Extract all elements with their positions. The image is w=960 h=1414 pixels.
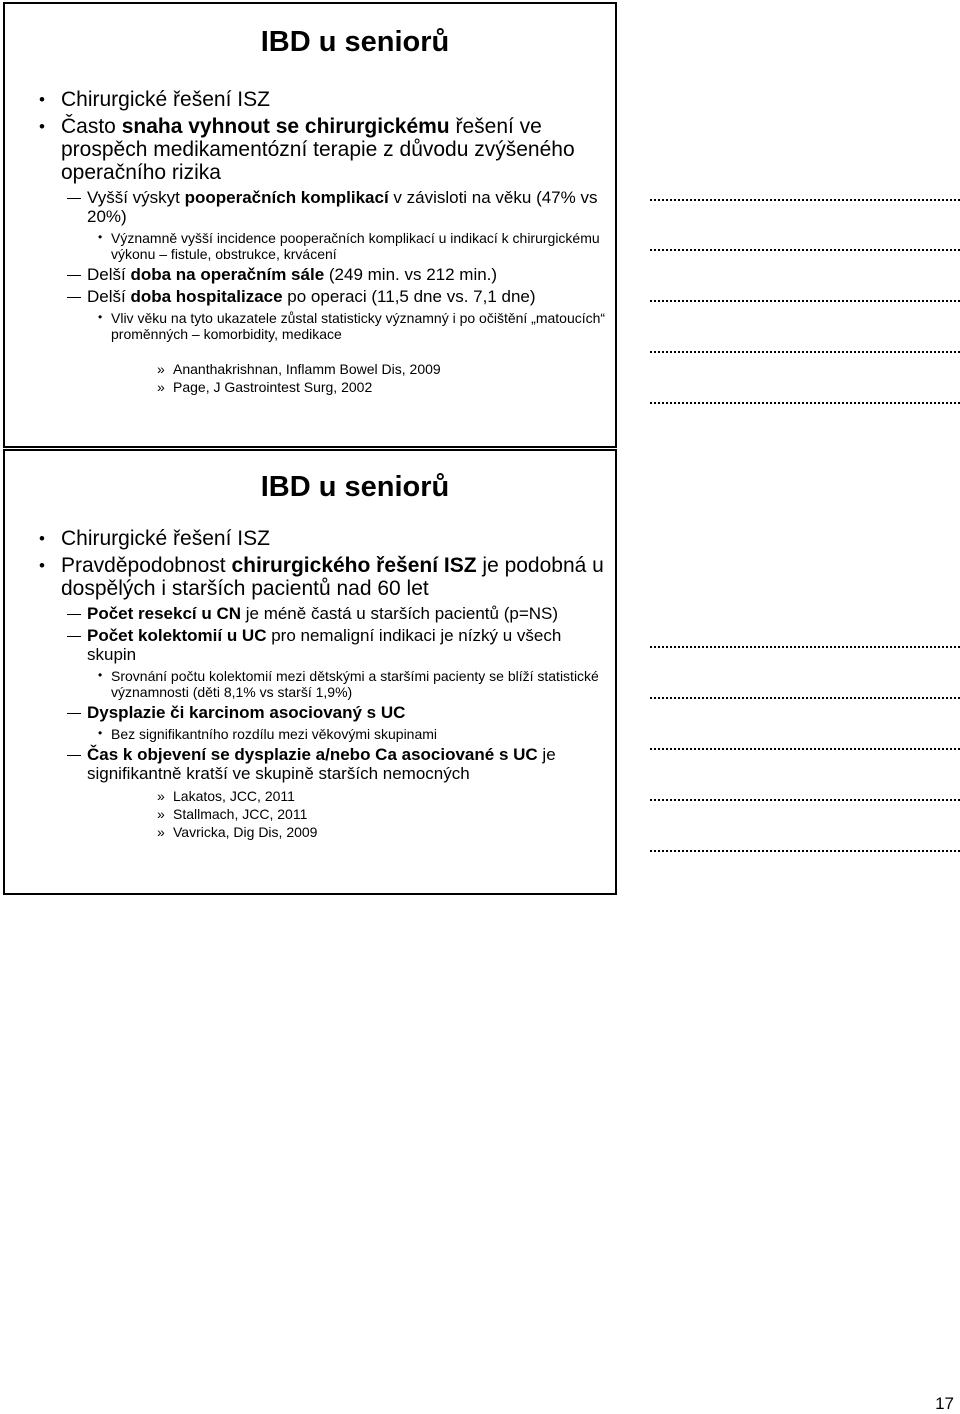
note-line: [650, 249, 960, 251]
note-line: [650, 199, 960, 201]
note-line: [650, 697, 960, 699]
bullet-item: • Pravděpodobnost chirurgického řešení ISZ je podobná u dospělých i starších pacientů nad 60 let: [33, 554, 613, 600]
bullet-item: • Chirurgické řešení ISZ: [33, 88, 613, 111]
slide-content: [33, 88, 613, 396]
references: [33, 787, 613, 841]
detail-item: • Vliv věku na tyto ukazatele zůstal statisticky významný i po očištění „matoucích“ proměnných – komorbidity, medikace: [33, 310, 613, 342]
slide-1: [3, 2, 617, 448]
note-line: [650, 748, 960, 750]
sub-bullet-item: Počet resekcí u CN je méně častá u starších pacientů (p=NS): [33, 604, 613, 623]
slide-2: [3, 449, 617, 895]
note-line: [650, 351, 960, 353]
sub-bullet-item: Počet kolektomií u UC pro nemaligní indikaci je nízký u všech skupin: [33, 626, 613, 664]
reference-item: » Stallmach, JCC, 2011: [33, 805, 613, 823]
sub-bullet-item: Dysplazie či karcinom asociovaný s UC: [33, 703, 613, 722]
note-line: [650, 646, 960, 648]
sub-bullet-item: Delší doba hospitalizace po operaci (11,5 dne vs. 7,1 dne): [33, 287, 613, 306]
references: [33, 360, 613, 396]
reference-item: » Ananthakrishnan, Inflamm Bowel Dis, 2009: [33, 360, 613, 378]
reference-item: » Page, J Gastrointest Surg, 2002: [33, 378, 613, 396]
detail-item: • Bez signifikantního rozdílu mezi věkovými skupinami: [33, 726, 613, 742]
slide-title: IBD u seniorů: [260, 26, 450, 58]
detail-item: • Významně vyšší incidence pooperačních komplikací u indikací k chirurgickému výkonu – fistule, obstrukce, krvácení: [33, 230, 613, 262]
sub-bullet-item: Čas k objevení se dysplazie a/nebo Ca asociované s UC je signifikantně kratší ve skupině starších nemocných: [33, 745, 613, 783]
note-line: [650, 402, 960, 404]
note-line: [650, 799, 960, 801]
detail-item: • Srovnání počtu kolektomií mezi dětskými a staršími pacienty se blíží statistické významnosti (děti 8,1% vs starší 1,9%): [33, 668, 613, 700]
bullet-item: • Často snaha vyhnout se chirurgickému řešení ve prospěch medikamentózní terapie z důvodu zvýšeného operačního rizika: [33, 115, 613, 184]
page-number: 17: [935, 1394, 954, 1413]
sub-bullet-item: Delší doba na operačním sále (249 min. vs 212 min.): [33, 265, 613, 284]
slide-content: [33, 527, 613, 841]
reference-item: » Vavricka, Dig Dis, 2009: [33, 823, 613, 841]
bullet-item: • Chirurgické řešení ISZ: [33, 527, 613, 550]
sub-bullet-item: Vyšší výskyt pooperačních komplikací v závisloti na věku (47% vs 20%): [33, 188, 613, 226]
note-line: [650, 850, 960, 852]
slide-title: IBD u seniorů: [260, 471, 450, 503]
note-line: [650, 300, 960, 302]
reference-item: » Lakatos, JCC, 2011: [33, 787, 613, 805]
